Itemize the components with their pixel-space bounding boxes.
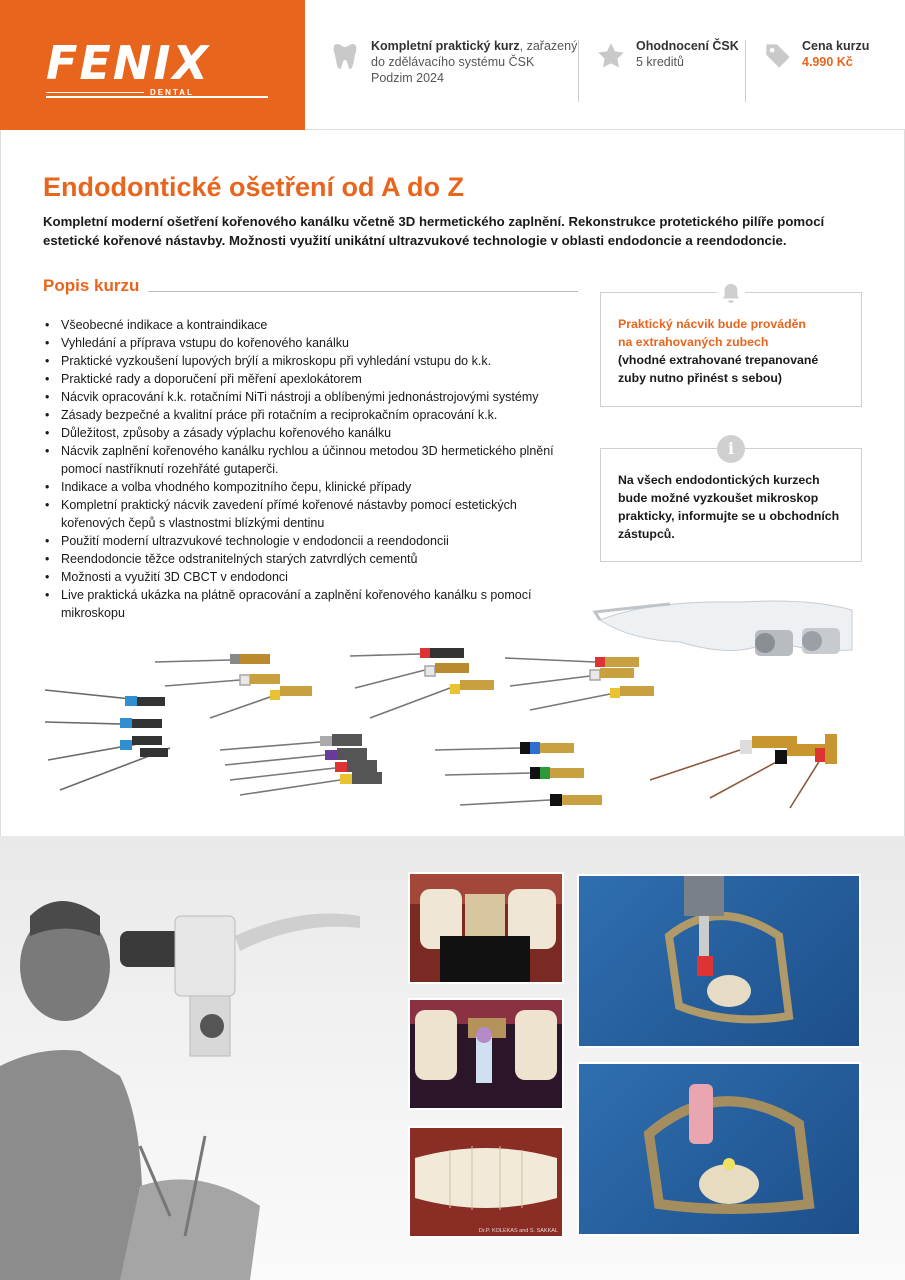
- clinical-photo-prepared-teeth: [408, 872, 564, 984]
- list-item: • Důležitost, způsoby a zásady výplachu kořenového kanálku: [43, 424, 583, 442]
- header: [0, 0, 905, 130]
- photo-section: [0, 836, 905, 1280]
- notice-text: (vhodné extrahované trepanované zuby nutno přinést s sebou): [618, 353, 819, 385]
- price-title: Cena kurzu: [802, 39, 870, 53]
- clinical-photo-rubber-dam-drill: [577, 874, 861, 1048]
- course-system: do zdělávacího systému ČSK: [371, 55, 535, 69]
- price-value: 4.990 Kč: [802, 55, 853, 69]
- rating-value: 5 kreditů: [636, 55, 684, 69]
- price-tag-icon: [764, 42, 792, 70]
- rating-info: [636, 38, 739, 70]
- notice-highlight: na extrahovaných zubech: [618, 335, 769, 349]
- dentist-with-microscope-photo: [0, 876, 400, 1280]
- course-term: Podzim 2024: [371, 71, 444, 85]
- notice-box-microscope: [600, 439, 862, 562]
- lead-paragraph: Kompletní moderní ošetření kořenového kanálku včetně 3D hermetického zaplnění. Rekonstrukce protetického pilíře pomocí estetické kořenové nástavby. Možnosti využití unikátní ultrazvukové technologie v oblasti endodoncie a reendodoncie.: [43, 214, 825, 248]
- notice-highlight: Praktický nácvik bude prováděn: [618, 317, 806, 331]
- course-list: [43, 316, 583, 622]
- list-item: • Indikace a volba vhodného kompozitního čepu, klinické případy: [43, 478, 583, 496]
- logo-subtitle: DENTAL: [150, 88, 194, 97]
- clinical-photo-post-insertion: [408, 998, 564, 1110]
- endodontic-files-image: [40, 630, 870, 830]
- list-item: • Praktické vyzkoušení lupových brýlí a mikroskopu při vyhledání vstupu do k.k.: [43, 352, 583, 370]
- list-item: • Zásady bezpečné a kvalitní práce při rotačním a reciprokačním opracování k.k.: [43, 406, 583, 424]
- notice-text: Na všech endodontických kurzech bude možné vyzkoušet mikroskop prakticky, informujte se u obchodních zástupců.: [618, 473, 840, 541]
- logo-wordmark: FENIX: [46, 36, 210, 90]
- star-icon: [597, 42, 625, 70]
- list-item: • Kompletní praktický nácvik zavedení přímé kořenové nástavby pomocí estetických kořenových čepů s vlastnostmi blízkými dentinu: [43, 496, 583, 532]
- header-divider: [745, 40, 746, 102]
- notice-box-practice: [600, 292, 862, 407]
- brand-logo[interactable]: [0, 0, 305, 130]
- list-item: • Nácvik opracování k.k. rotačními NiTi nástroji a oblíbenými jednonástrojovými systémy: [43, 388, 583, 406]
- bell-icon: [717, 279, 745, 307]
- clinical-photo-rubber-dam-post: [577, 1062, 861, 1236]
- list-item: • Nácvik zaplnění kořenového kanálku rychlou a účinnou metodou 3D hermetického plnění pomocí nastříknutí rozehřáté gutaperči.: [43, 442, 583, 478]
- course-suffix: , zařazený: [519, 39, 578, 53]
- photo-credit: Dr.P. KOLEKAS and S. SAKKAL: [478, 1228, 558, 1234]
- logo-divider: [46, 92, 144, 93]
- list-item: • Možnosti a využití 3D CBCT v endodonci: [43, 568, 583, 586]
- section-title: Popis kurzu: [43, 276, 140, 295]
- list-item: • Všeobecné indikace a kontraindikace: [43, 316, 583, 334]
- info-icon: i: [717, 435, 745, 463]
- list-item: • Live praktická ukázka na plátně opracování a zaplnění kořenového kanálku s pomocí mikroskopu: [43, 586, 583, 622]
- header-divider: [578, 40, 579, 102]
- tooth-icon: [333, 42, 357, 72]
- list-item: • Použití moderní ultrazvukové technologie v endodoncii a reendodoncii: [43, 532, 583, 550]
- course-info: [371, 38, 577, 86]
- price-info: [802, 38, 869, 70]
- clinical-photo-final-smile: [408, 1126, 564, 1238]
- rating-title: Ohodnocení ČSK: [636, 39, 739, 53]
- section-rule: [148, 291, 578, 292]
- list-item: • Vyhledání a příprava vstupu do kořenového kanálku: [43, 334, 583, 352]
- list-item: • Reendodoncie těžce odstranitelných starých zatvrdlých cementů: [43, 550, 583, 568]
- list-item: • Praktické rady a doporučení při měření apexlokátorem: [43, 370, 583, 388]
- course-title: Kompletní praktický kurz: [371, 39, 520, 53]
- page-title: Endodontické ošetření od A do Z: [43, 172, 465, 202]
